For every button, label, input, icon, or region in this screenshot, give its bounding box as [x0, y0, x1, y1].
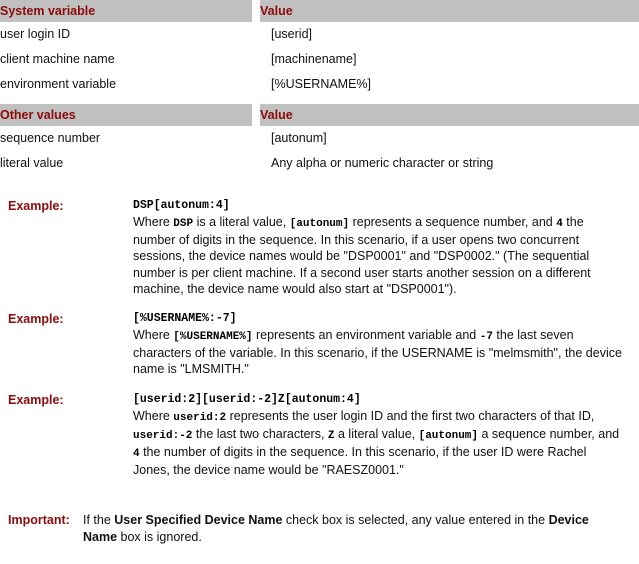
example-label: Example:	[8, 312, 64, 327]
important-label: Important:	[8, 513, 70, 528]
example-spacer	[0, 378, 639, 392]
cell-gap	[252, 126, 260, 151]
important-spacer-2	[0, 500, 639, 512]
important-spacer	[0, 478, 639, 500]
cell-gap	[252, 22, 260, 47]
cell-variable-value: [userid]	[260, 22, 639, 47]
table-header-row	[0, 0, 639, 22]
example-code: DSP[autonum:4]	[133, 199, 230, 212]
header-column-gap	[252, 104, 260, 126]
table-row	[0, 72, 639, 97]
inline-code: userid:2	[173, 411, 227, 424]
system-variable-table-head	[0, 0, 639, 22]
header-column-gap	[252, 0, 260, 22]
example-block-3	[0, 392, 639, 479]
column-header-system-variable: System variable	[0, 0, 252, 22]
important-note	[0, 512, 639, 546]
spacer-cell	[260, 97, 639, 104]
other-values-table-head	[0, 104, 639, 126]
inline-code: [autonum]	[418, 429, 479, 442]
example-body	[133, 198, 633, 297]
inline-code: userid:-2	[133, 429, 193, 442]
example-description: Where userid:2 represents the user login ID and the first two characters of that ID, userid:-2 the last two characters, Z a literal value, [autonum] a sequence number, and 4 the number of digits in the sequence. In this scenario, if the user ID were Rachel Jones, the device name would be "RAESZ0001."	[133, 408, 620, 478]
inline-code: DSP	[173, 218, 194, 230]
cell-gap	[252, 47, 260, 72]
column-header-value: Value	[260, 0, 639, 22]
spacer-cell	[252, 97, 260, 104]
column-header-other-values: Other values	[0, 104, 252, 126]
table-row	[0, 47, 639, 72]
table-spacer-row	[0, 97, 639, 104]
example-label: Example:	[8, 199, 64, 213]
cell-variable-name: sequence number	[0, 126, 252, 151]
important-text: If the User Specified Device Name check box is selected, any value entered in the Device Name box is ignored.	[83, 513, 589, 545]
cell-variable-name: literal value	[0, 151, 252, 176]
inline-code: 4	[556, 218, 563, 230]
example-body	[133, 392, 633, 479]
table-row	[0, 22, 639, 47]
cell-variable-name: user login ID	[0, 22, 252, 47]
example-code: [userid:2][userid:-2]Z[autonum:4]	[133, 392, 361, 406]
cell-gap	[252, 72, 260, 97]
inline-code: -7	[479, 331, 493, 344]
table-row	[0, 151, 639, 176]
example-label: Example:	[8, 392, 64, 407]
system-variable-table	[0, 0, 639, 104]
inline-code: [autonum]	[289, 218, 350, 230]
cell-variable-value: [%USERNAME%]	[260, 72, 639, 97]
cell-gap	[252, 151, 260, 176]
cell-variable-name: environment variable	[0, 72, 252, 97]
cell-variable-value: [machinename]	[260, 47, 639, 72]
emphasis-text: Device Name	[83, 513, 589, 545]
example-description: Where DSP is a literal value, [autonum] represents a sequence number, and 4 the number of digits in the sequence. In this scenario, if a user opens two concurrent sessions, the device names would be "DSP0001" and "DSP0002." (The sequential number is per client machine. If a second user starts another session on a different machine, the device name would also start at "DSP0001").	[133, 215, 591, 296]
other-values-table-body	[0, 126, 639, 176]
emphasis-text: User Specified Device Name	[114, 513, 283, 528]
cell-variable-value: [autonum]	[260, 126, 639, 151]
spacer-cell	[0, 97, 252, 104]
example-spacer	[0, 297, 639, 311]
example-description: Where [%USERNAME%] represents an environment variable and -7 the last seven characters of the variable. In this scenario, if the USERNAME is "melmsmith", the device name is "LMSMITH."	[133, 328, 622, 377]
cell-variable-value: Any alpha or numeric character or string	[260, 151, 639, 176]
inline-code: 4	[133, 448, 140, 461]
example-body	[133, 311, 633, 378]
column-header-value: Value	[260, 104, 639, 126]
inline-code: Z	[327, 429, 335, 442]
table-header-row	[0, 104, 639, 126]
system-variable-table-body	[0, 22, 639, 104]
section-spacer	[0, 176, 639, 198]
example-block-1	[0, 198, 639, 297]
other-values-table	[0, 104, 639, 176]
example-block-2	[0, 311, 639, 378]
inline-code: [%USERNAME%]	[173, 331, 253, 344]
table-row	[0, 126, 639, 151]
cell-variable-name: client machine name	[0, 47, 252, 72]
example-code: [%USERNAME%:-7]	[133, 312, 237, 326]
